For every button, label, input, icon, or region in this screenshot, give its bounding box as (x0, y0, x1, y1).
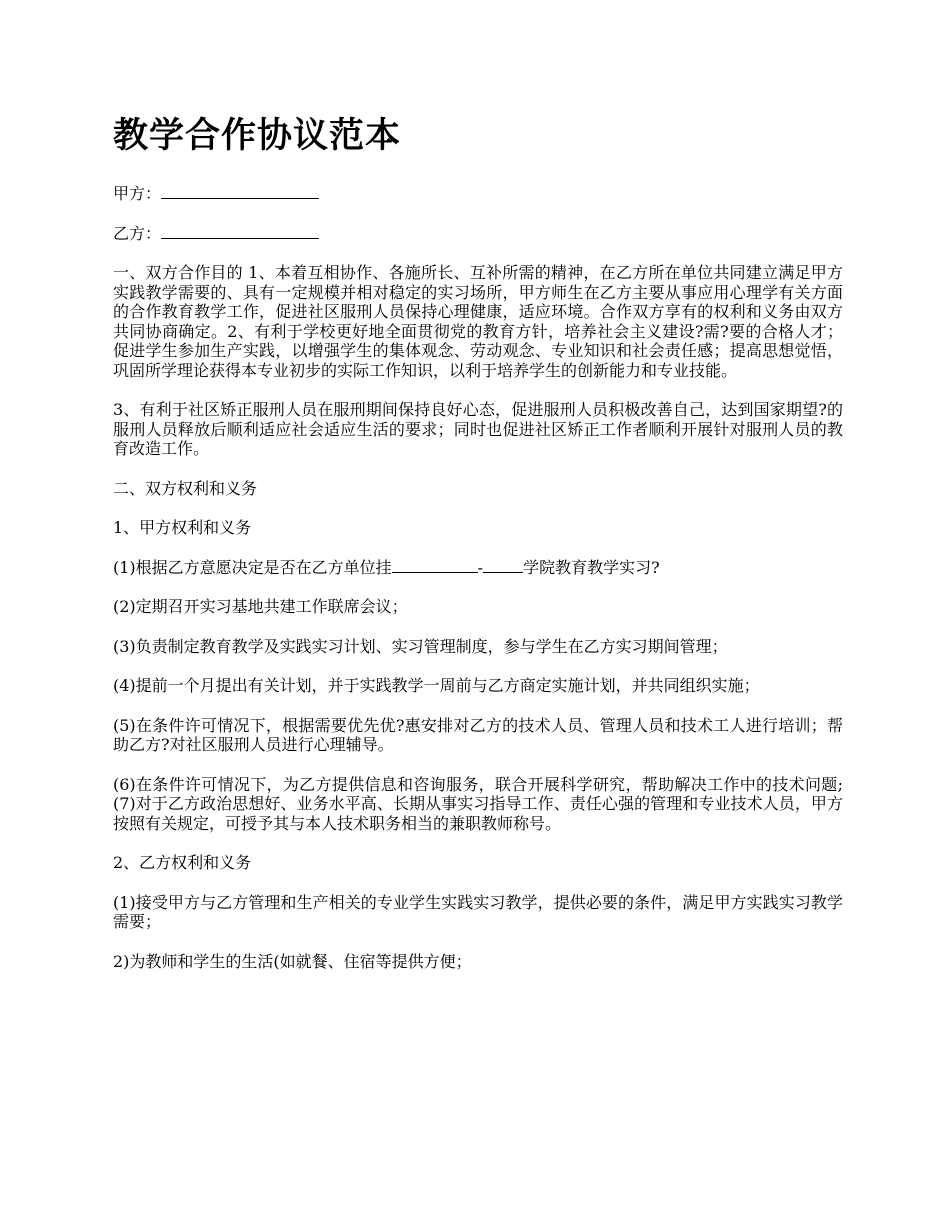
party-a-item-5: (5)在条件许可情况下，根据需要优先优?惠安排对乙方的技术人员、管理人员和技术工人进行培训；帮助乙方?对社区服刑人员进行心理辅导。 (113, 715, 843, 754)
party-b-item-2: 2)为教师和学生的生活(如就餐、住宿等提供方便； (113, 951, 472, 971)
party-a-item-2: (2)定期召开实习基地共建工作联席会议； (113, 597, 408, 616)
document-page (113, 112, 843, 991)
college-name-blank (392, 558, 478, 573)
party-a-line (113, 184, 843, 204)
party-b-rights-heading: 2、乙方权利和义务 (113, 853, 252, 872)
purpose-paragraph-1: 一、双方合作目的 1、本着互相协作、各施所长、互补所需的精神，在乙方所在单位共同建立满足甲方实践教学需要的、具有一定规模并相对稳定的实习场所，甲方师生在乙方主要从事应用心理学有关方面的合作教育教学工作，促进社区服刑人员保持心理健康，适应环境。合作双方享有的权利和义务由双方共同协商确定。2、有利于学校更好地全面贯彻党的教育方针，培养社会主义建设?需?要的合格人才；促进学生参加生产实践，以增强学生的集体观念、劳动观念、专业知识和社会责任感；提高思想觉悟，巩固所学理论获得本专业初步的实际工作知识，以利于培养学生的创新能力和专业技能。 (113, 263, 843, 380)
party-b-line (113, 224, 843, 244)
college-suffix-blank (483, 558, 523, 573)
party-a-rights-heading: 1、甲方权利和义务 (113, 518, 252, 537)
party-a-item-1 (113, 558, 843, 578)
party-a-blank (161, 184, 319, 199)
item-a1-suffix: 学院教育教学实习? (523, 557, 660, 577)
party-a-item-3: (3)负责制定教育教学及实践实习计划、实习管理制度，参与学生在乙方实习期间管理； (113, 636, 728, 656)
item-a1-prefix: (1)根据乙方意愿决定是否在乙方单位挂 (113, 557, 392, 577)
party-b-item-1: (1)接受甲方与乙方管理和生产相关的专业学生实践实习教学，提供必要的条件，满足甲方实践实习教学需要； (113, 892, 843, 931)
item-a1-dash: - (477, 557, 484, 577)
section-2-heading: 二、双方权利和义务 (113, 478, 258, 498)
document-title: 教学合作协议范本 (113, 116, 402, 156)
purpose-paragraph-2: 3、有利于社区矫正服刑人员在服刑期间保持良好心态，促进服刑人员积极改善自己，达到国家期望?的服刑人员释放后顺利适应社会适应生活的要求；同时也促进社区矫正工作者顺利开展针对服刑人员的教育改造工作。 (113, 400, 843, 458)
party-a-item-4: (4)提前一个月提出有关计划，并于实践教学一周前与乙方商定实施计划，并共同组织实施； (113, 676, 760, 695)
party-a-item-6: (6)在条件许可情况下，为乙方提供信息和咨询服务，联合开展科学研究，帮助解决工作中的技术问题;(7)对于乙方政治思想好、业务水平高、长期从事实习指导工作、责任心强的管理和专业技术人员，甲方按照有关规定，可授予其与本人技术职务相当的兼职教师称号。 (113, 774, 843, 833)
party-a-label: 甲方： (113, 184, 162, 203)
party-b-blank (161, 224, 319, 239)
party-b-label: 乙方： (113, 223, 162, 243)
